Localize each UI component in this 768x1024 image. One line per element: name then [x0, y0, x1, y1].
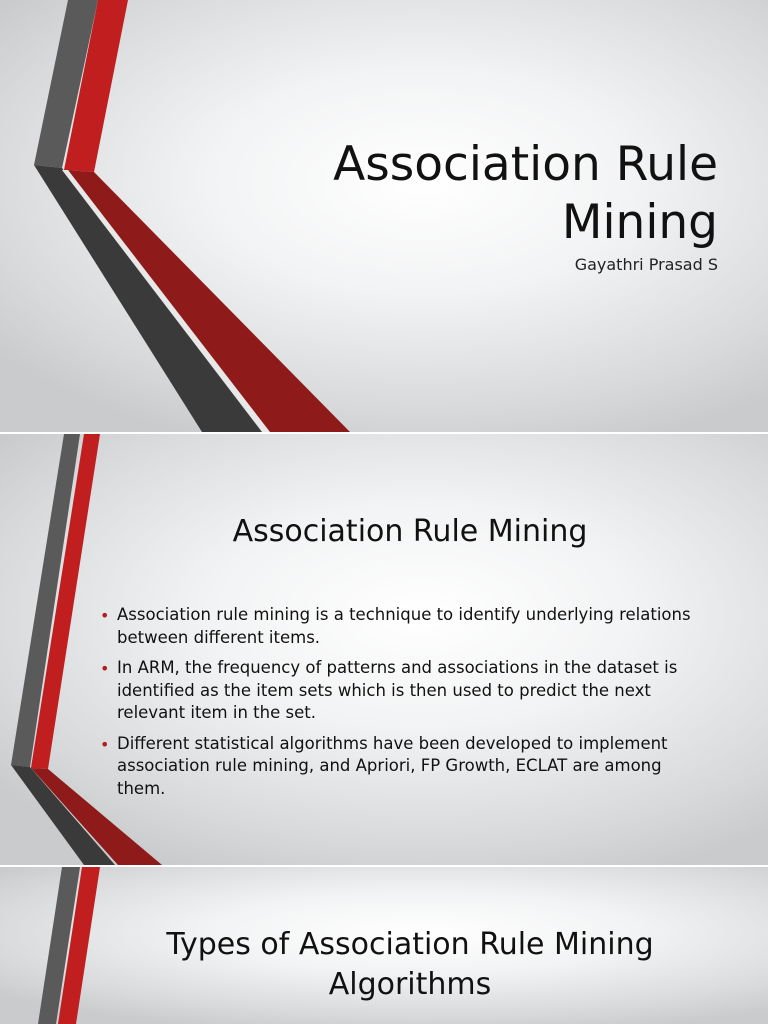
- slide-subtitle: Gayathri Prasad S: [574, 255, 718, 274]
- slide-2: [0, 434, 768, 865]
- bullet-item: [100, 733, 700, 801]
- bullet-text: Association rule mining is a technique to identify underlying relations between different items.: [117, 605, 691, 647]
- bullet-icon: •: [100, 659, 110, 678]
- bullet-item: [100, 604, 700, 649]
- bullet-icon: •: [100, 606, 110, 625]
- bullet-text: Different statistical algorithms have been developed to implement association rule mining, and Apriori, FP Growth, ECLAT are among them.: [117, 733, 668, 798]
- bullet-item: [100, 657, 700, 725]
- slide-title: Association Rule Mining: [232, 514, 588, 549]
- slide-3: [0, 867, 768, 1024]
- slide-title: Association Rule Mining: [333, 137, 718, 250]
- slide-1: [0, 0, 768, 432]
- bullet-text: In ARM, the frequency of patterns and associations in the dataset is identified as the item sets which is then used to predict the next relevant item in the set.: [117, 658, 678, 722]
- bullet-list: [100, 604, 700, 808]
- bullet-icon: •: [100, 734, 110, 754]
- slide-title: Types of Association Rule Mining Algorithms: [166, 927, 654, 1002]
